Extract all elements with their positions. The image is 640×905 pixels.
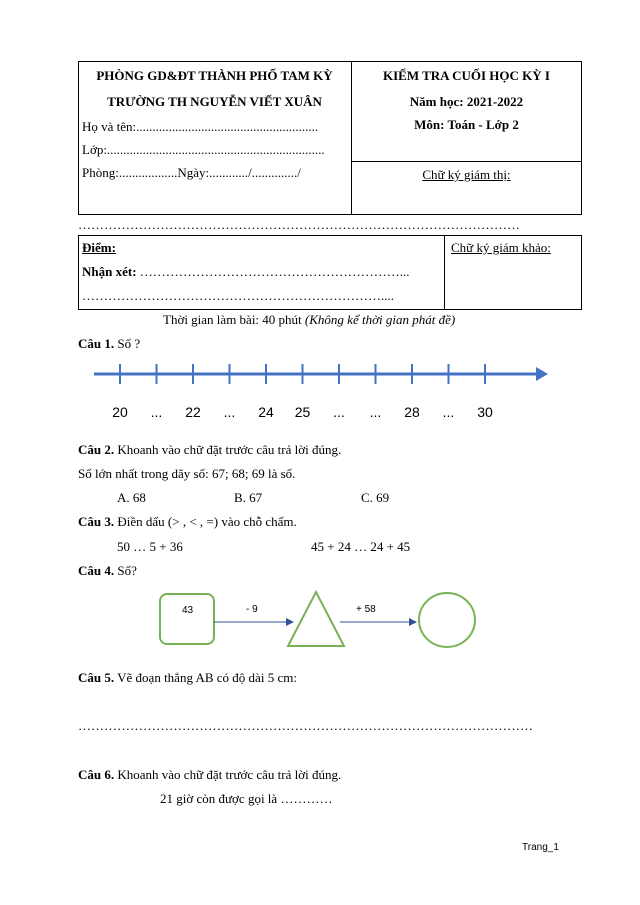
time-note-italic: (Không kể thời gian phát đề) xyxy=(304,312,456,327)
number-line-label: 20 xyxy=(112,404,128,420)
q2-question: Số lớn nhất trong dãy số: 67; 68; 69 là số. xyxy=(78,466,296,481)
question-1 xyxy=(78,336,140,352)
number-line-blank[interactable]: ... xyxy=(223,404,236,420)
header-divider-horizontal xyxy=(351,161,582,162)
number-line-labels xyxy=(0,404,640,424)
subject-value: : Toán - Lớp 2 xyxy=(440,117,519,132)
exam-title: KIỂM TRA CUỐI HỌC KỲ I xyxy=(383,68,550,83)
q2-option-b[interactable]: B. 67 xyxy=(234,490,263,505)
q6-label: Câu 6. xyxy=(78,767,115,782)
page-number: Trang_1 xyxy=(522,842,559,853)
q2-option-a[interactable]: A. 68 xyxy=(117,490,146,505)
time-note xyxy=(163,312,455,328)
school-year-label: Năm học: xyxy=(409,94,467,109)
q2-label: Câu 2. xyxy=(78,442,115,457)
comment-label: Nhận xét: xyxy=(82,264,137,279)
question-2 xyxy=(78,442,341,458)
score-label: Điểm: xyxy=(82,240,116,255)
number-line-blank[interactable]: ... xyxy=(442,404,455,420)
q2-option-c[interactable]: C. 69 xyxy=(361,490,390,505)
time-note-text: Thời gian làm bài: 40 phút xyxy=(163,312,305,327)
department-name: PHÒNG GD&ĐT THÀNH PHỐ TAM KỲ xyxy=(96,68,333,83)
header-table xyxy=(78,61,582,215)
cut-line: ………………………………………………………………………………………… xyxy=(78,217,520,232)
subject-label: Môn xyxy=(414,117,441,132)
question-6 xyxy=(78,767,341,783)
proctor-signature-label: Chữ ký giám thị: xyxy=(422,167,511,182)
q4-label: Câu 4. xyxy=(78,563,115,578)
q4-diagram xyxy=(158,588,488,650)
q3-label: Câu 3. xyxy=(78,514,115,529)
room-date-field[interactable]: Phòng:..................Ngày:............/............../ xyxy=(82,165,301,180)
school-year xyxy=(351,94,582,110)
q4-triangle xyxy=(288,592,344,646)
question-4 xyxy=(78,563,137,579)
q4-start-box xyxy=(160,594,214,644)
number-line-label: 24 xyxy=(258,404,274,420)
number-line-arrow xyxy=(536,367,548,381)
examiner-signature-label: Chữ ký giám khảo: xyxy=(451,240,551,255)
comment-dots-2: …………………………………………………………….... xyxy=(82,288,394,303)
q3-expression-2[interactable]: 45 + 24 … 24 + 45 xyxy=(311,539,411,554)
number-line-blank[interactable]: ... xyxy=(333,404,345,420)
school-name: TRƯỜNG TH NGUYỄN VIẾT XUÂN xyxy=(107,94,322,109)
number-line-blank[interactable]: ... xyxy=(150,404,163,420)
q6-text: Khoanh vào chữ đặt trước câu trả lời đúng. xyxy=(114,767,342,782)
q5-label: Câu 5. xyxy=(78,670,115,685)
number-line xyxy=(90,360,550,390)
student-name-field[interactable]: Họ và tên:........................................................ xyxy=(82,119,319,134)
q4-circle[interactable] xyxy=(419,593,475,647)
number-line-label: 25 xyxy=(294,404,311,420)
question-5 xyxy=(78,670,297,686)
question-3 xyxy=(78,514,297,530)
q6-question: 21 giờ còn được gọi là ………… xyxy=(160,791,333,806)
q5-answer-line[interactable]: …………………………………………………………………………………………… xyxy=(78,718,533,733)
q3-text: Điền dấu (> , < , =) vào chỗ chấm. xyxy=(114,514,297,529)
q1-text: Số ? xyxy=(114,336,141,351)
q4-operation-1: - 9 xyxy=(246,604,258,615)
school-year-value: 2021-2022 xyxy=(466,94,524,109)
number-line-blank[interactable]: ... xyxy=(369,404,382,420)
q5-text: Vẽ đoạn thẳng AB có độ dài 5 cm: xyxy=(114,670,297,685)
comment-dots-1: ……………………………………………………... xyxy=(136,264,410,279)
q4-operation-2: + 58 xyxy=(356,604,376,615)
q1-label: Câu 1. xyxy=(78,336,115,351)
q4-text: Số? xyxy=(114,563,137,578)
class-field[interactable]: Lớp:................................................................... xyxy=(82,142,325,157)
number-line-label: 28 xyxy=(404,404,420,420)
header-divider-vertical xyxy=(351,61,352,215)
number-line-label: 30 xyxy=(477,404,493,420)
q4-start-value: 43 xyxy=(182,605,194,616)
comment-line-1 xyxy=(82,264,410,280)
q2-text: Khoanh vào chữ đặt trước câu trả lời đúng. xyxy=(114,442,342,457)
subject xyxy=(351,117,582,133)
q3-expression-1[interactable]: 50 … 5 + 36 xyxy=(117,539,183,554)
number-line-label: 22 xyxy=(185,404,201,420)
score-divider xyxy=(444,235,445,310)
